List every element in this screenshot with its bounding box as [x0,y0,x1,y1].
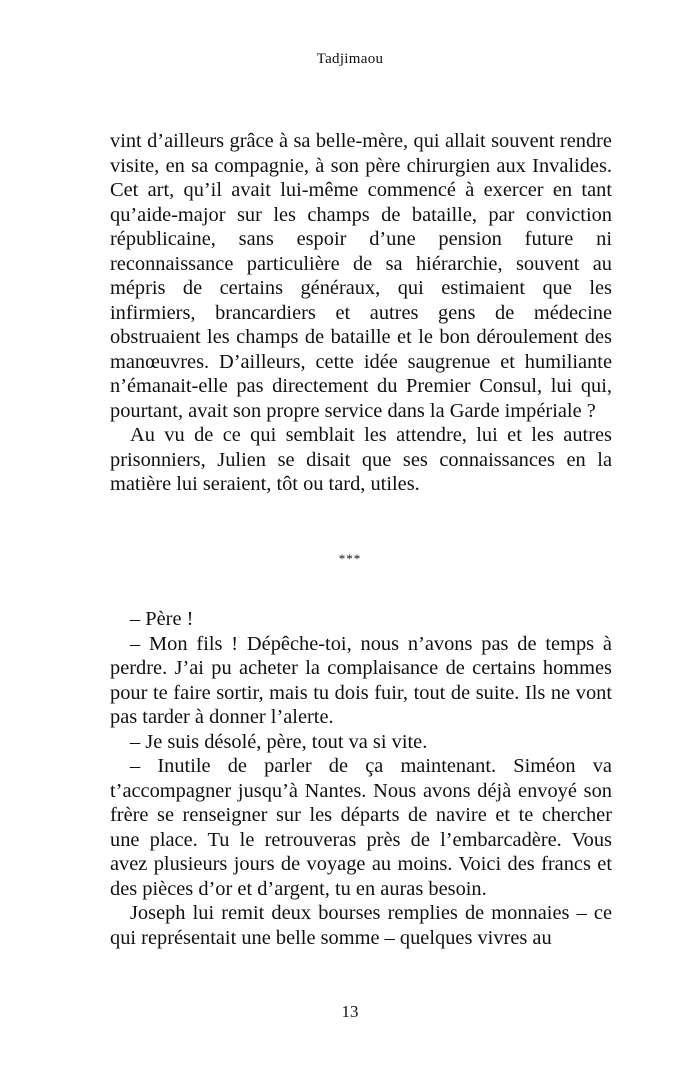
paragraph: Joseph lui remit deux bourses remplies de monnaies – ce qui représentait une belle somme – quelques vivres au [110,902,612,949]
page-number: 13 [341,1002,359,1021]
paragraph: vint d’ailleurs grâce à sa belle-mère, qui allait souvent rendre visite, en sa compagnie, à son père chirurgien aux Invalides. Cet art, qu’il avait lui-même commencé à exercer en tant qu’aide-major sur les champs de bataille, par conviction républicaine, sans espoir d’une pension future ni reconnaissance particulière de sa hiérarchie, souvent au mépris de certains généraux, qui estimaient que les infirmiers, brancardiers et autres gens de médecine obstruaient les champs de bataille et le bon déroulement des manœuvres. D’ailleurs, cette idée saugrenue et humiliante n’émanait-elle pas directement du Premier Consul, lui qui, pourtant, avait son propre service dans la Garde impériale ? [110,130,612,422]
scene-break-asterisks: *** [338,551,362,566]
text-block-before-break [110,129,612,497]
dialogue-line: – Père ! [130,608,194,630]
text-block-after-break [110,607,612,950]
dialogue-line: – Inutile de parler de ça maintenant. Siméon va t’accompagner jusqu’à Nantes. Nous avons déjà envoyé son frère se renseigner sur les départs de navire et te chercher une place. Tu le retrouveras près de l’embarcadère. Vous avez plusieurs jours de voyage au moins. Voici des francs et des pièces d’or et d’argent, tu en auras besoin. [110,755,612,900]
running-head-title: Tadjimaou [316,51,384,67]
dialogue-line: – Mon fils ! Dépêche-toi, nous n’avons pas de temps à perdre. J’ai pu acheter la complaisance de certains hommes pour te faire sortir, mais tu dois fuir, tout de suite. Ils ne vont pas tarder à donner l’alerte. [110,632,612,728]
paragraph: Au vu de ce qui semblait les attendre, lui et les autres prisonniers, Julien se disait que ses connaissances en la matière lui seraient, tôt ou tard, utiles. [110,424,612,495]
dialogue-line: – Je suis désolé, père, tout va si vite. [130,730,428,753]
